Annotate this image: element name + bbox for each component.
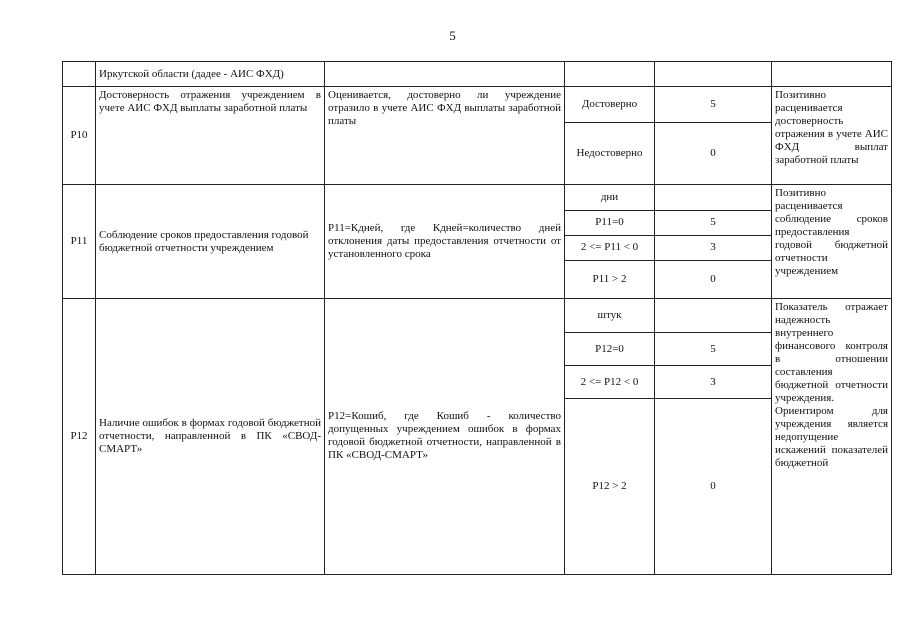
option-label: Р12 > 2 bbox=[565, 399, 655, 575]
option-score: 3 bbox=[655, 366, 772, 399]
indicator-name-cell: Иркутской области (дадее - АИС ФХД) bbox=[96, 62, 325, 87]
option-score: 0 bbox=[655, 399, 772, 575]
option-label: Р11=0 bbox=[565, 210, 655, 235]
option-score: 5 bbox=[655, 87, 772, 123]
option-score: 5 bbox=[655, 333, 772, 366]
method-cell bbox=[325, 62, 565, 87]
indicators-table bbox=[62, 61, 892, 575]
option-score bbox=[655, 298, 772, 332]
indicator-code: Р12 bbox=[63, 298, 96, 574]
indicator-method: Р12=Кошиб, где Кошиб - количество допущенных учреждением ошибок в формах годовой бюджетной отчетности, направленной в ПК «СВОД-СМАРТ» bbox=[325, 298, 565, 574]
option-unit: дни bbox=[565, 185, 655, 210]
option-label: 2 <= Р12 < 0 bbox=[565, 366, 655, 399]
option-label: Достоверно bbox=[565, 87, 655, 123]
option-score: 3 bbox=[655, 235, 772, 260]
indicator-method: Р11=Кдней, где Кдней=количество дней отклонения даты предоставления отчетности от установленного срока bbox=[325, 185, 565, 298]
table-row bbox=[63, 185, 892, 210]
note-cell bbox=[772, 62, 892, 87]
option-label: Р12=0 bbox=[565, 333, 655, 366]
indicator-note: Показатель отражает надежность внутреннего финансового контроля в отношении составления бюджетной отчетности учреждения. Ориентиром для учреждения является недопущение искажений показателей бюджетной bbox=[772, 298, 892, 574]
option-label: Р11 > 2 bbox=[565, 260, 655, 298]
option-score: 0 bbox=[655, 260, 772, 298]
option-score bbox=[655, 185, 772, 210]
option-cell bbox=[565, 62, 655, 87]
table-row bbox=[63, 298, 892, 332]
indicator-code: Р11 bbox=[63, 185, 96, 298]
page-number: 5 bbox=[449, 28, 456, 43]
option-unit: штук bbox=[565, 298, 655, 332]
indicator-name: Наличие ошибок в формах годовой бюджетной отчетности, направленной в ПК «СВОД-СМАРТ» bbox=[96, 298, 325, 574]
indicator-name: Соблюдение сроков предоставления годовой бюджетной отчетности учреждением bbox=[96, 185, 325, 298]
indicator-name: Достоверность отражения учреждением в учете АИС ФХД выплаты заработной платы bbox=[96, 87, 325, 185]
indicator-code: Р10 bbox=[63, 87, 96, 185]
table-row bbox=[63, 87, 892, 123]
indicator-method: Оценивается, достоверно ли учреждение отразило в учете АИС ФХД выплаты заработной платы bbox=[325, 87, 565, 185]
option-label: 2 <= Р11 < 0 bbox=[565, 235, 655, 260]
score-cell bbox=[655, 62, 772, 87]
option-score: 0 bbox=[655, 123, 772, 185]
option-score: 5 bbox=[655, 210, 772, 235]
indicator-note: Позитивно расценивается достоверность отражения в учете АИС ФХД выплат заработной платы bbox=[772, 87, 892, 185]
code-cell bbox=[63, 62, 96, 87]
option-label: Недостоверно bbox=[565, 123, 655, 185]
table-row bbox=[63, 62, 892, 87]
indicator-note: Позитивно расценивается соблюдение сроков предоставления годовой бюджетной отчетности учреждением bbox=[772, 185, 892, 298]
